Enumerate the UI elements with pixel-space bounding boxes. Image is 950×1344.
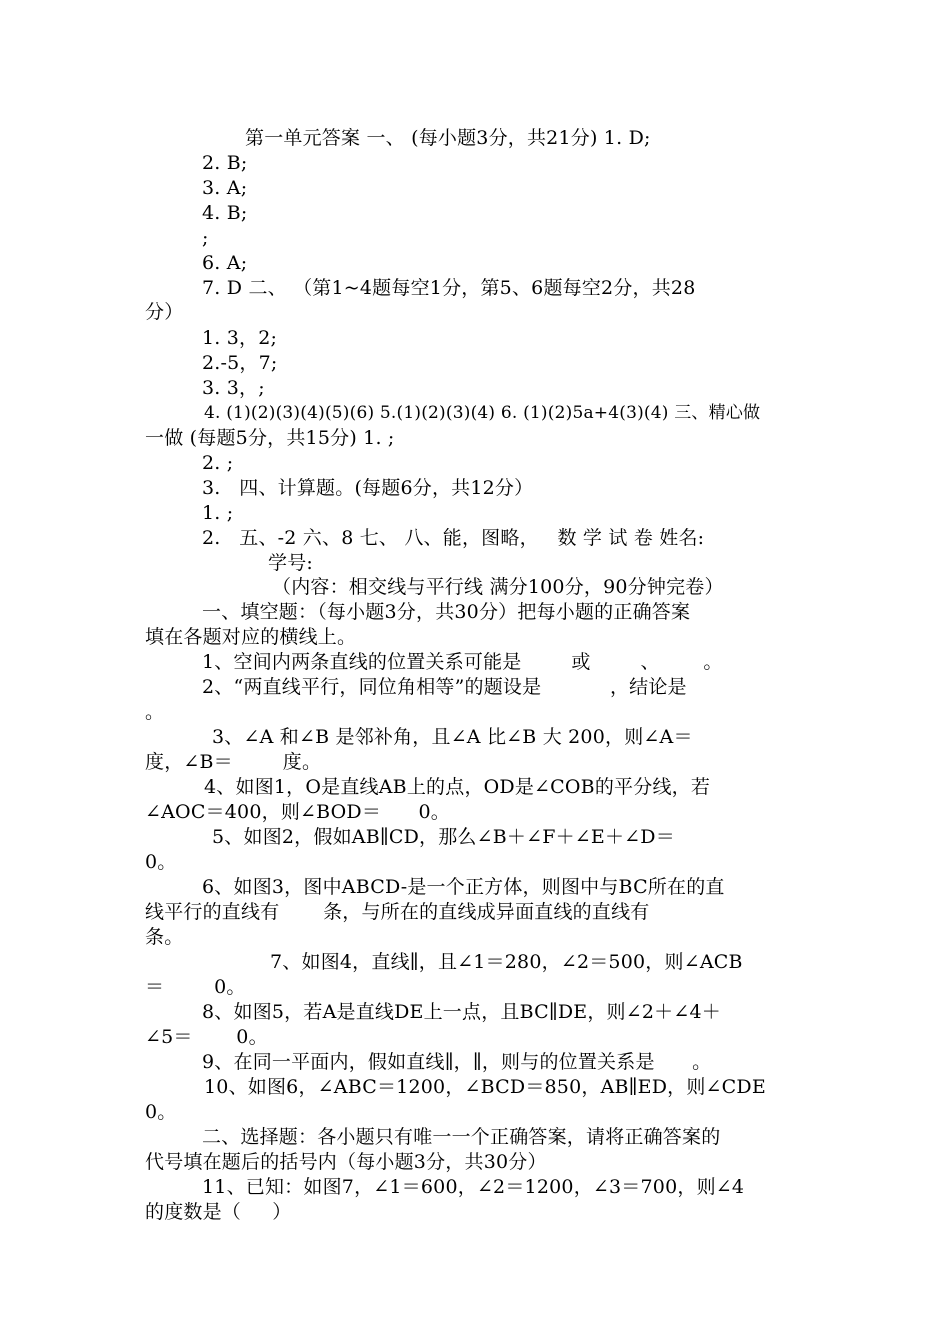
- text-line: 的度数是（ ）: [145, 1201, 292, 1223]
- text-line: 7. D 二、 （第1~4题每空1分，第5、6题每空2分，共28: [202, 277, 696, 299]
- text-line: 10、如图6，∠ABC＝1200，∠BCD＝850，AB∥ED，则∠CDE: [204, 1076, 766, 1098]
- text-line: ∠5＝ 0。: [145, 1026, 268, 1048]
- text-line: 分）: [145, 301, 184, 323]
- text-line: 第一单元答案 一、 (每小题3分，共21分) 1. D;: [245, 127, 651, 149]
- text-line: 2. 五、-2 六、8 七、 八、能，图略， 数 学 试 卷 姓名:: [202, 527, 705, 549]
- text-line: 4. (1)(2)(3)(4)(5)(6) 5.(1)(2)(3)(4) 6. (1)(2)5a+4(3)(4) 三、精心做: [204, 403, 761, 423]
- text-line: 条。: [145, 926, 184, 948]
- text-line: 4、如图1，O是直线AB上的点，OD是∠COB的平分线，若: [204, 776, 711, 798]
- text-line: 2. B;: [202, 152, 248, 174]
- text-line: 2. ;: [202, 452, 234, 474]
- text-line: 代号填在题后的括号内（每小题3分，共30分）: [145, 1151, 547, 1173]
- text-line: 3. A;: [202, 177, 248, 199]
- text-line: 5、如图2，假如AB∥CD，那么∠B＋∠F＋∠E＋∠D＝: [212, 826, 675, 848]
- text-line: 3. 四、计算题。(每题6分，共12分）: [202, 477, 534, 499]
- text-line: 度，∠B＝ 度。: [145, 751, 322, 773]
- text-line: 线平行的直线有 条，与所在的直线成异面直线的直线有: [145, 901, 650, 923]
- text-line: 8、如图5，若A是直线DE上一点，且BC∥DE，则∠2＋∠4＋: [202, 1001, 721, 1023]
- text-line: 11、已知：如图7，∠1＝600，∠2＝1200，∠3＝700，则∠4: [202, 1176, 745, 1198]
- text-line: 。: [145, 701, 165, 723]
- text-line: 4. B;: [202, 202, 248, 224]
- text-line: 一做 (每题5分，共15分) 1. ;: [145, 427, 395, 449]
- text-line: 6、如图3，图中ABCD-是一个正方体，则图中与BC所在的直: [202, 876, 725, 898]
- text-line: 1. ;: [202, 502, 234, 524]
- text-line: 2、“两直线平行，同位角相等”的题设是 ，结论是: [202, 676, 687, 698]
- text-line: 二、选择题：各小题只有唯一一个正确答案，请将正确答案的: [202, 1126, 721, 1148]
- text-line: 0。: [145, 1101, 177, 1123]
- text-line: 填在各题对应的横线上。: [145, 626, 357, 648]
- text-line: 6. A;: [202, 252, 248, 274]
- text-line: ＝ 0。: [145, 976, 246, 998]
- text-line: 0。: [145, 851, 177, 873]
- text-line: ;: [202, 227, 209, 249]
- text-line: （内容：相交线与平行线 满分100分，90分钟完卷）: [272, 576, 724, 598]
- text-line: 7、如图4，直线∥，且∠1＝280，∠2＝500，则∠ACB: [270, 951, 743, 973]
- text-line: 3、∠A 和∠B 是邻补角，且∠A 比∠B 大 200，则∠A＝: [212, 726, 693, 748]
- text-line: 学号:: [268, 552, 314, 574]
- text-line: 1、空间内两条直线的位置关系可能是 或 、 。: [202, 651, 723, 673]
- text-line: 9、在同一平面内，假如直线∥，∥，则与的位置关系是 。: [202, 1051, 712, 1073]
- text-line: 1. 3，2;: [202, 327, 278, 349]
- text-line: 一、填空题：（每小题3分，共30分）把每小题的正确答案: [202, 601, 691, 623]
- text-line: 3. 3，;: [202, 377, 265, 399]
- text-line: ∠AOC＝400，则∠BOD＝ 0。: [145, 801, 450, 823]
- text-line: 2.-5，7;: [202, 352, 278, 374]
